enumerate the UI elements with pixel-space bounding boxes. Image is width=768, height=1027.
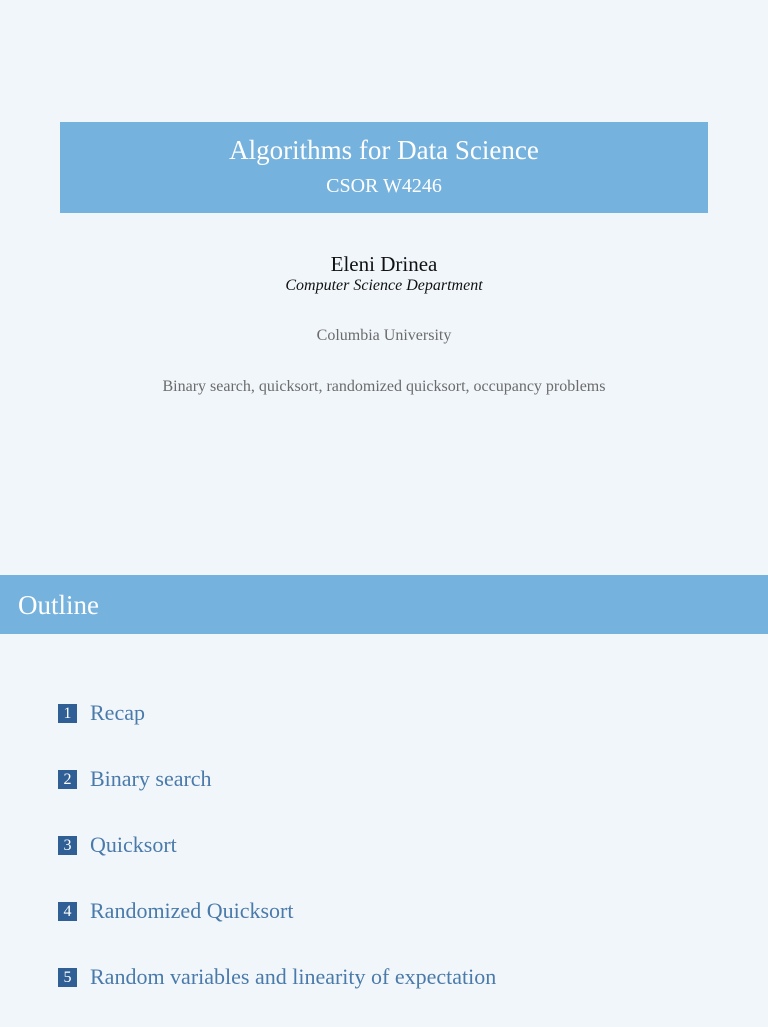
- course-code: CSOR W4246: [326, 175, 442, 197]
- outline-item-label: Random variables and linearity of expectation: [90, 964, 497, 989]
- item-number-badge: 1: [58, 704, 77, 723]
- item-number-badge: 3: [58, 836, 77, 855]
- outline-item-label: Binary search: [90, 766, 212, 791]
- presentation-title: Algorithms for Data Science: [229, 135, 539, 165]
- author-name: Eleni Drinea: [330, 252, 438, 276]
- department: Computer Science Department: [285, 277, 483, 294]
- lecture-topics: Binary search, quicksort, randomized quicksort, occupancy problems: [162, 378, 606, 395]
- frame-title: Outline: [18, 590, 99, 620]
- frame-title-bar: [0, 575, 768, 634]
- institute: Columbia University: [316, 327, 452, 344]
- title-box: [60, 122, 708, 213]
- item-number-badge: 5: [58, 968, 77, 987]
- outline-item-label: Randomized Quicksort: [90, 898, 294, 923]
- item-number-badge: 4: [58, 902, 77, 921]
- outline-item-label: Recap: [90, 700, 145, 725]
- outline-item-label: Quicksort: [90, 832, 177, 857]
- item-number-badge: 2: [58, 770, 77, 789]
